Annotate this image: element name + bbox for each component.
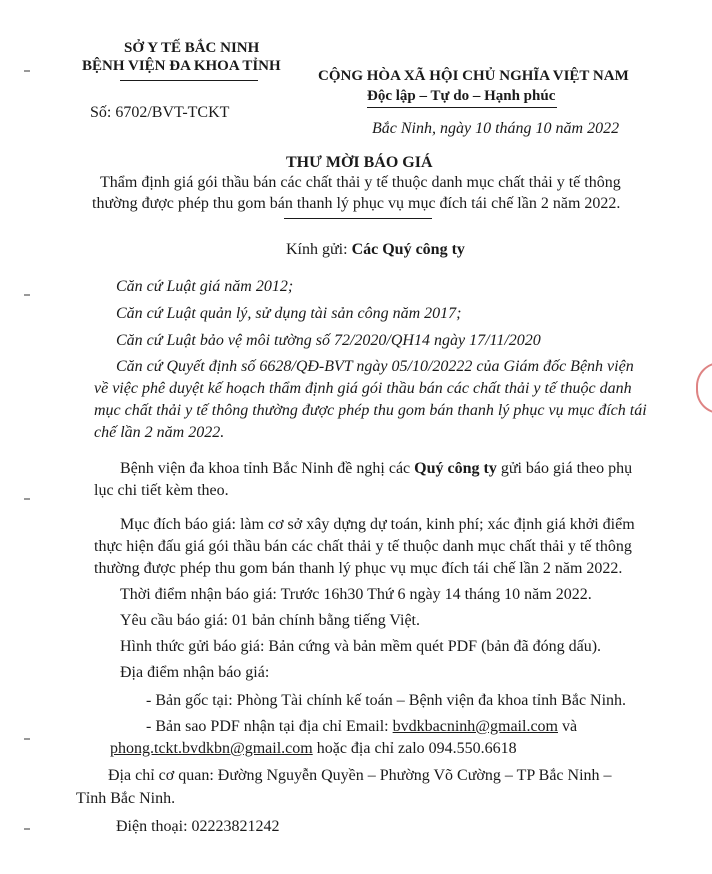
- purpose-line-3: thường được phép thu gom bán thanh lý phục vụ mục đích tái chế lần 2 năm 2022.: [94, 560, 623, 577]
- doc-subtitle-line-2: thường được phép thu gom bán thanh lý phục vụ mục đích tái chế lần 2 năm 2022.: [92, 195, 621, 212]
- scan-mark: [24, 498, 30, 500]
- copy-location-line-1: [146, 718, 577, 736]
- email-link-1[interactable]: bvdkbacninh@gmail.com: [392, 718, 558, 735]
- copy-location-line-2: [110, 740, 517, 758]
- address-line-2: Tỉnh Bắc Ninh.: [76, 790, 176, 807]
- org-line-2: BỆNH VIỆN ĐA KHOA TỈNH: [82, 58, 281, 74]
- recipient: [286, 241, 465, 259]
- doc-title: THƯ MỜI BÁO GIÁ: [286, 154, 433, 171]
- copy-prefix: - Bản sao PDF nhận tại địa chỉ Email:: [146, 718, 393, 735]
- basis-4-line-4: chế lần 2 năm 2022.: [94, 424, 225, 441]
- scan-mark: [24, 294, 30, 296]
- basis-1: Căn cứ Luật giá năm 2012;: [116, 278, 294, 295]
- basis-3: Căn cứ Luật bảo vệ môi tường số 72/2020/QH14 ngày 17/11/2020: [116, 332, 541, 349]
- stamp-edge-mark: [696, 362, 712, 414]
- quote-requirement: Yêu cầu báo giá: 01 bản chính bằng tiếng Việt.: [120, 612, 420, 629]
- basis-2: Căn cứ Luật quản lý, sử dụng tài sản công năm 2017;: [116, 305, 462, 322]
- request-line-1: [120, 460, 632, 478]
- purpose-line-2: thực hiện đấu giá gói thầu bán các chất thải y tế thuộc danh mục chất thải y tế thông: [94, 538, 632, 555]
- purpose-line-1: Mục đích báo giá: làm cơ sở xây dựng dự toán, kinh phí; xác định giá khởi điểm: [120, 516, 635, 533]
- email-link-2[interactable]: phong.tckt.bvdkbn@gmail.com: [110, 740, 313, 757]
- request-line-2: lục chi tiết kèm theo.: [94, 482, 229, 499]
- motto: Độc lập – Tự do – Hạnh phúc: [367, 88, 556, 104]
- phone: Điện thoại: 02223821242: [116, 818, 280, 835]
- basis-4-line-1: Căn cứ Quyết định số 6628/QĐ-BVT ngày 05/10/20222 của Giám đốc Bệnh viện: [116, 358, 634, 375]
- scan-mark: [24, 70, 30, 72]
- copy-and: và: [558, 718, 578, 735]
- title-underline: [284, 218, 432, 219]
- org-underline: [120, 80, 258, 81]
- request-text-c: gửi báo giá theo phụ: [496, 460, 633, 477]
- location-label: Địa điểm nhận báo giá:: [120, 664, 270, 681]
- zalo-text: hoặc địa chỉ zalo 094.550.6618: [312, 740, 517, 757]
- doc-subtitle-line-1: Thẩm định giá gói thầu bán các chất thải y tế thuộc danh mục chất thải y tế thông: [100, 174, 621, 191]
- org-line-1: SỞ Y TẾ BẮC NINH: [124, 40, 260, 56]
- basis-4-line-3: mục chất thải y tế thông thường được phép thu gom bán thanh lý phục vụ mục đích tái: [94, 402, 647, 419]
- doc-number: Số: 6702/BVT-TCKT: [90, 104, 230, 121]
- recipient-name: Các Quý công ty: [351, 241, 465, 258]
- request-text-a: Bệnh viện đa khoa tỉnh Bắc Ninh đề nghị các: [120, 460, 415, 477]
- request-text-bold: Quý công ty: [414, 460, 497, 477]
- recipient-label: Kính gửi:: [286, 241, 352, 258]
- scan-mark: [24, 828, 30, 830]
- address-line-1: Địa chỉ cơ quan: Đường Nguyễn Quyền – Phường Võ Cường – TP Bắc Ninh –: [108, 767, 612, 784]
- nation-title: CỘNG HÒA XÃ HỘI CHỦ NGHĨA VIỆT NAM: [318, 68, 629, 84]
- date-line: Bắc Ninh, ngày 10 tháng 10 năm 2022: [372, 120, 620, 137]
- scan-mark: [24, 738, 30, 740]
- submission-format: Hình thức gửi báo giá: Bản cứng và bản mềm quét PDF (bản đã đóng dấu).: [120, 638, 602, 655]
- basis-4-line-2: về việc phê duyệt kế hoạch thẩm định giá gói thầu bán các chất thải y tế thuộc danh: [94, 380, 632, 397]
- motto-underline: [367, 107, 557, 108]
- receive-time: Thời điểm nhận báo giá: Trước 16h30 Thứ 6 ngày 14 tháng 10 năm 2022.: [120, 586, 592, 603]
- original-location: - Bản gốc tại: Phòng Tài chính kế toán – Bệnh viện đa khoa tỉnh Bắc Ninh.: [146, 692, 627, 709]
